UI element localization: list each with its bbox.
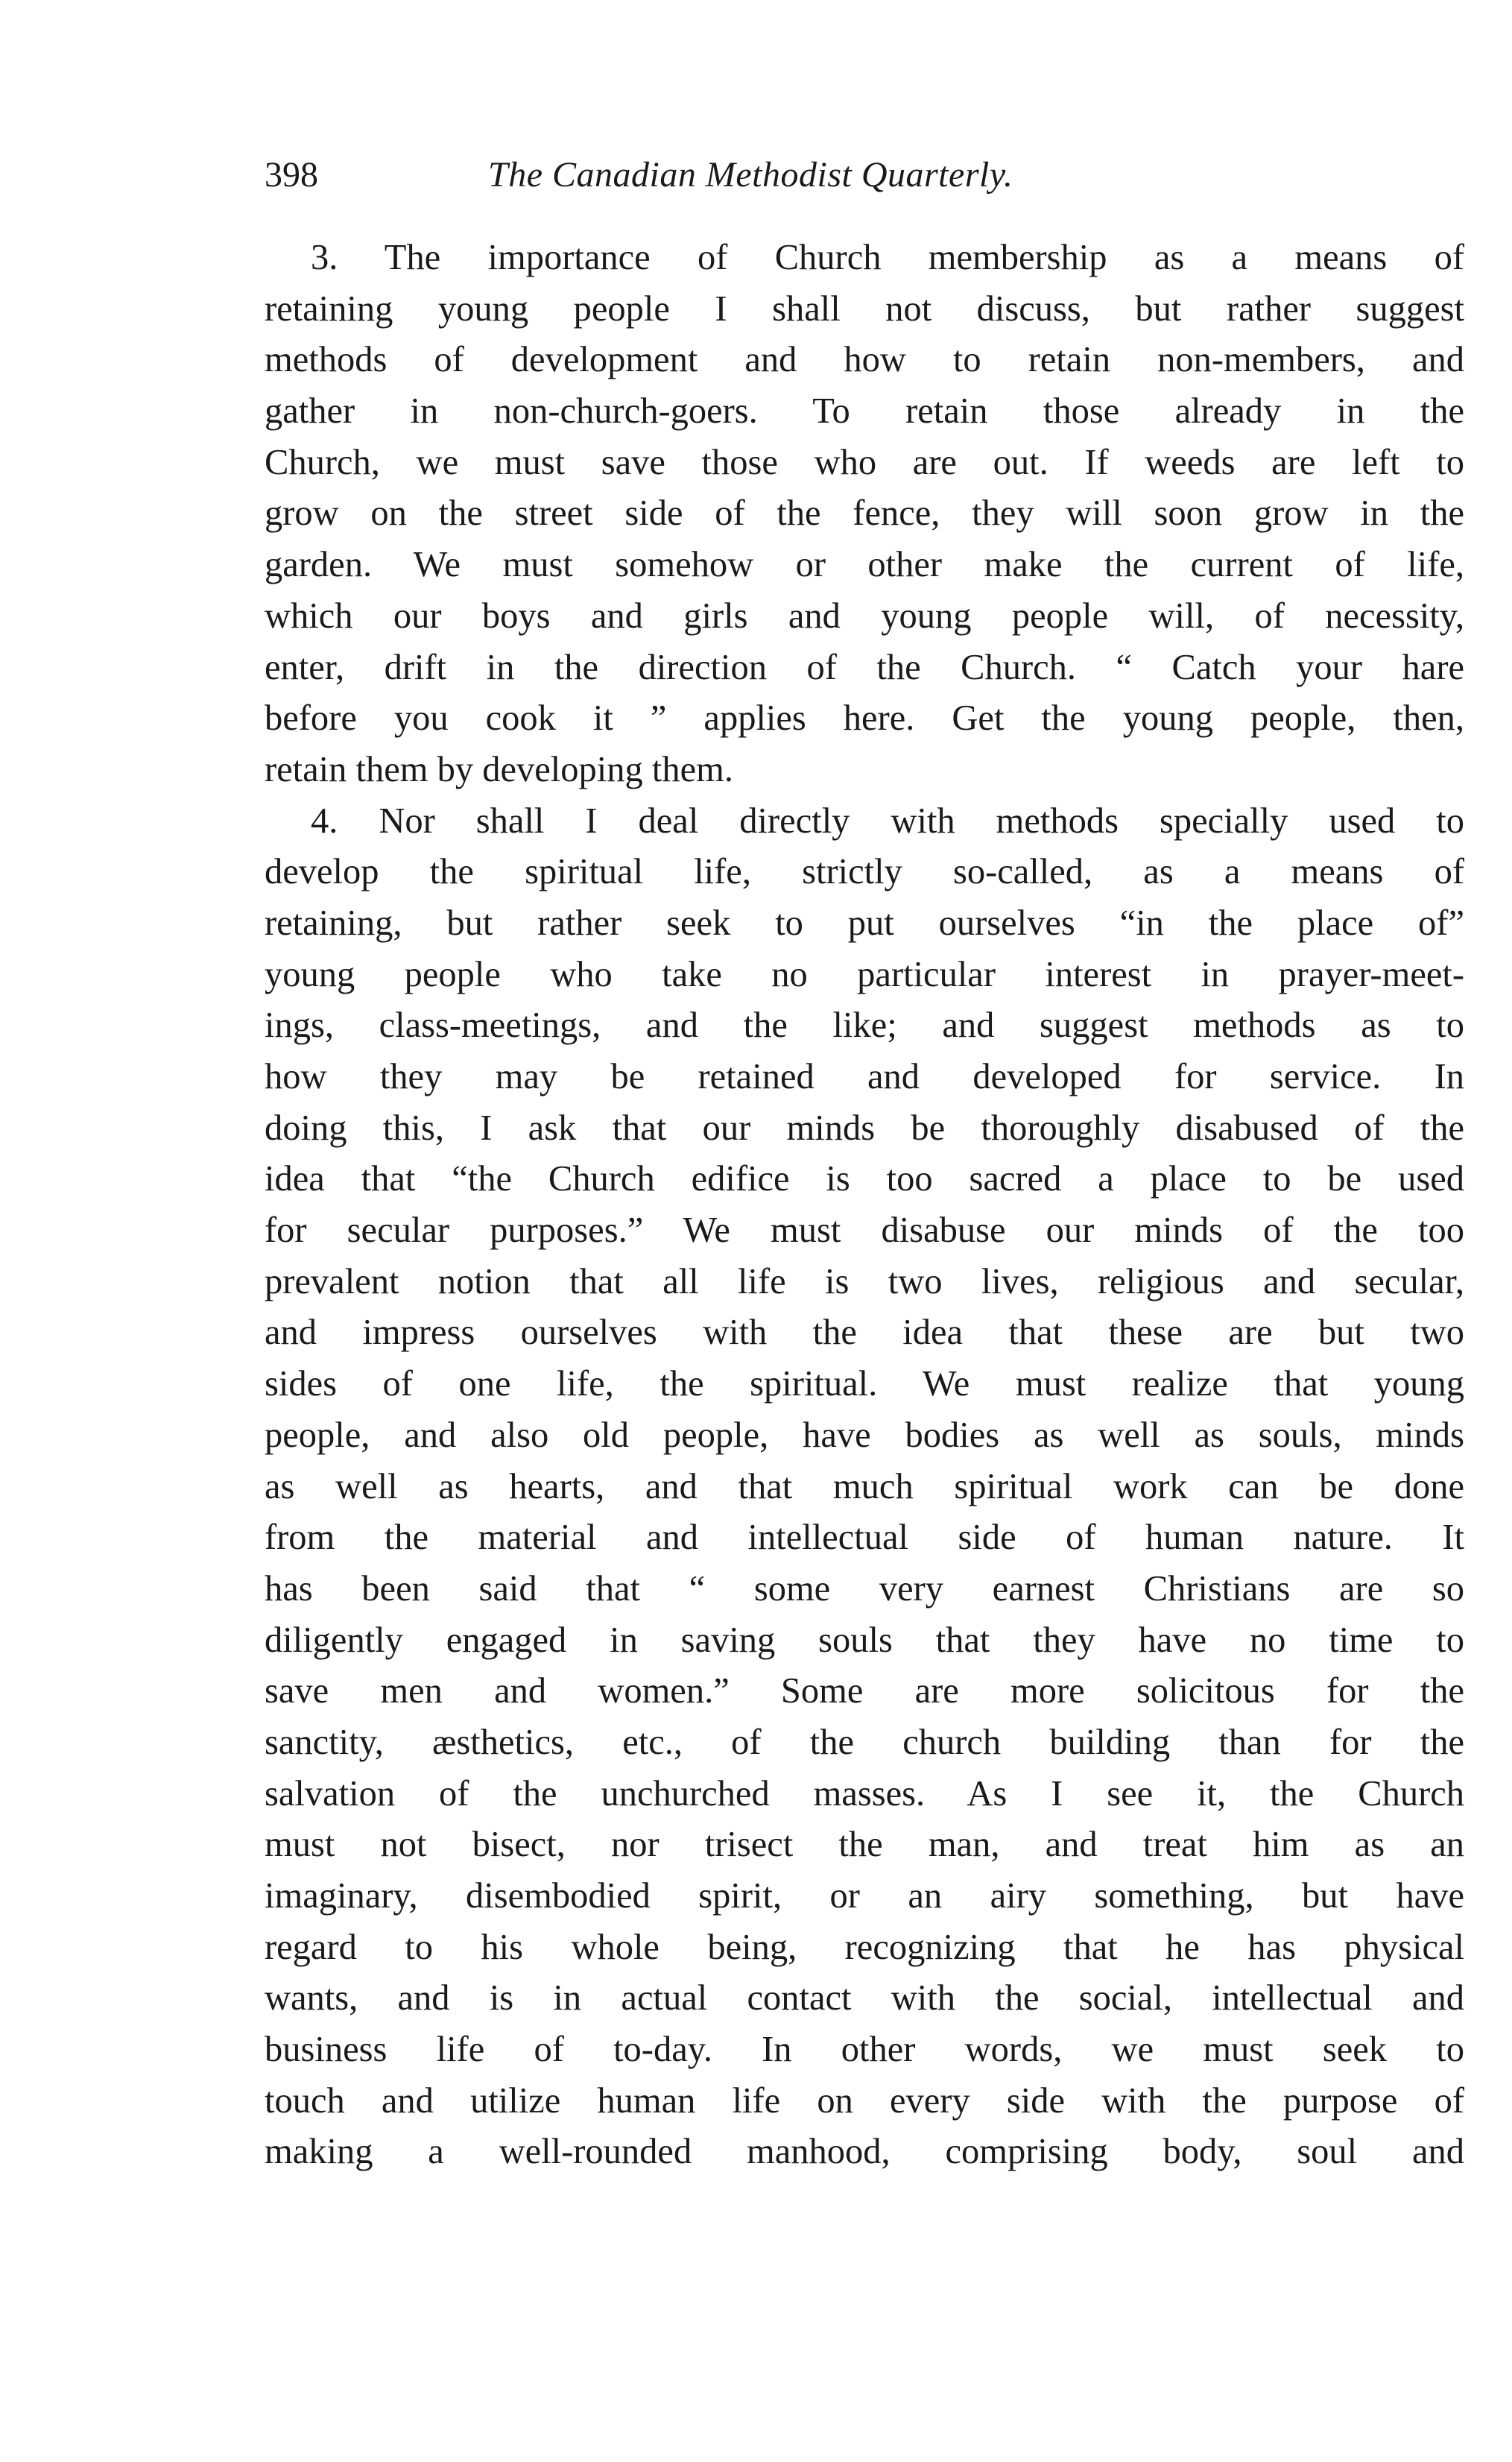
text-line: young people who take no particular interest in prayer-meet- bbox=[265, 954, 1464, 994]
text-line: Church, we must save those who are out. If weeds are left to bbox=[265, 442, 1464, 482]
text-line: prevalent notion that all life is two lives, religious and secular, bbox=[265, 1261, 1464, 1301]
text-line: develop the spiritual life, strictly so-called, as a means of bbox=[265, 852, 1464, 892]
text-line: business life of to-day. In other words, we must seek to bbox=[265, 2030, 1464, 2070]
text-line: salvation of the unchurched masses. As I see it, the Church bbox=[265, 1773, 1464, 1814]
text-line: has been said that “ some very earnest Christians are so bbox=[265, 1568, 1464, 1609]
text-line: grow on the street side of the fence, they will soon grow in the bbox=[265, 493, 1464, 534]
text-line: making a well-rounded manhood, comprising body, soul and bbox=[265, 2132, 1464, 2172]
text-line: from the material and intellectual side of human nature. It bbox=[265, 1518, 1464, 1558]
paragraph-4-first-line: 4. Nor shall I deal directly with methods specially used to bbox=[311, 801, 1464, 841]
text-line: sanctity, æsthetics, etc., of the church building than for the bbox=[265, 1722, 1464, 1762]
journal-title: The Canadian Methodist Quarterly. bbox=[488, 155, 1013, 195]
text-line: doing this, I ask that our minds be thoroughly disabused of the bbox=[265, 1108, 1464, 1148]
text-line: ings, class-meetings, and the like; and suggest methods as to bbox=[265, 1006, 1464, 1046]
text-line: which our boys and girls and young people will, of necessity, bbox=[265, 596, 1464, 636]
text-line: retaining young people I shall not discuss, but rather suggest bbox=[265, 288, 1464, 329]
text-line: people, and also old people, have bodies as well as souls, minds bbox=[265, 1415, 1464, 1455]
text-line: retaining, but rather seek to put ourselves “in the place of” bbox=[265, 903, 1464, 943]
text-line: diligently engaged in saving souls that they have no time to bbox=[265, 1620, 1464, 1660]
text-line: as well as hearts, and that much spiritual work can be done bbox=[265, 1466, 1464, 1506]
text-line: touch and utilize human life on every side with the purpose of bbox=[265, 2080, 1464, 2121]
paragraph-end-line: retain them by developing them. bbox=[265, 749, 733, 789]
text-line: before you cook it ” applies here. Get the young people, then, bbox=[265, 698, 1464, 739]
paragraph-3-first-line: 3. The importance of Church membership as a means of bbox=[311, 238, 1464, 277]
text-line: garden. We must somehow or other make the current of life, bbox=[265, 545, 1464, 585]
body-text bbox=[265, 233, 1464, 2178]
text-line: gather in non-church-goers. To retain those already in the bbox=[265, 391, 1464, 432]
text-line: for secular purposes.” We must disabuse our minds of the too bbox=[265, 1211, 1464, 1251]
page-number: 398 bbox=[265, 155, 318, 195]
text-line: must not bisect, nor trisect the man, and treat him as an bbox=[265, 1825, 1464, 1865]
text-line: imaginary, disembodied spirit, or an airy something, but have bbox=[265, 1876, 1464, 1916]
text-line: wants, and is in actual contact with the social, intellectual and bbox=[265, 1978, 1464, 2018]
text-line: enter, drift in the direction of the Church. “ Catch your hare bbox=[265, 647, 1464, 687]
text-line: how they may be retained and developed for service. In bbox=[265, 1057, 1464, 1096]
text-line: methods of development and how to retain non-members, and bbox=[265, 340, 1464, 380]
text-line: idea that “the Church edifice is too sacred a place to be used bbox=[265, 1159, 1464, 1199]
text-line: regard to his whole being, recognizing that he has physical bbox=[265, 1927, 1464, 1967]
running-head bbox=[265, 153, 1464, 198]
text-line: and impress ourselves with the idea that these are but two bbox=[265, 1313, 1464, 1353]
text-line: sides of one life, the spiritual. We must realize that young bbox=[265, 1364, 1464, 1404]
text-line: save men and women.” Some are more solicitous for the bbox=[265, 1671, 1464, 1711]
